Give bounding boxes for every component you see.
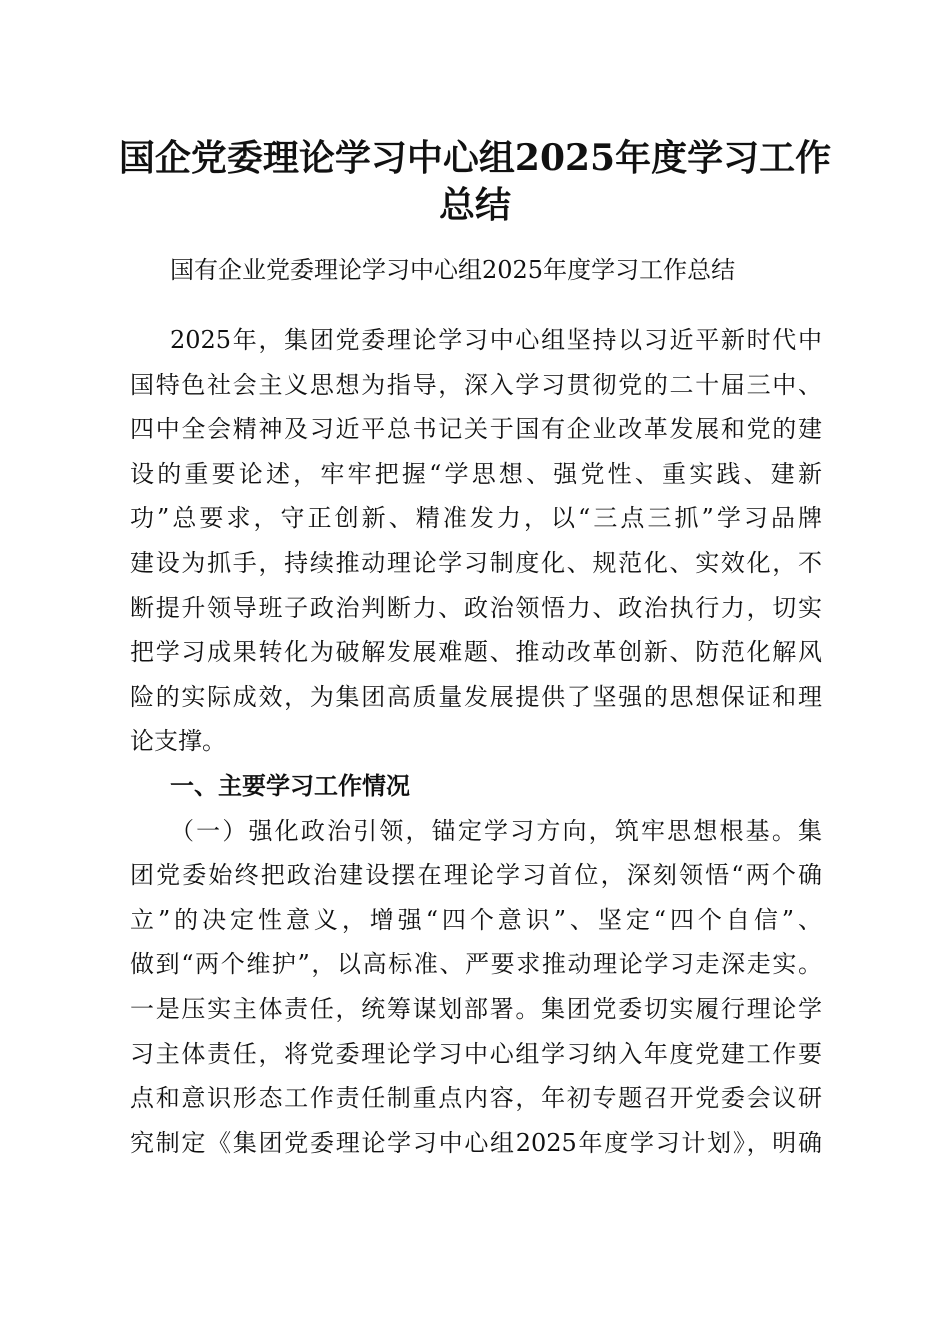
section-heading: 一、主要学习工作情况 xyxy=(170,771,410,800)
paragraph-line: 险的实际成效，为集团高质量发展提供了坚强的思想保证和理 xyxy=(130,682,822,711)
paragraph-line: 设的重要论述，牢牢把握“学思想、强党性、重实践、建新 xyxy=(130,459,822,488)
paragraph-line: 习主体责任，将党委理论学习中心组学习纳入年度党建工作要 xyxy=(130,1039,822,1068)
paragraph-line: 点和意识形态工作责任制重点内容，年初专题召开党委会议研 xyxy=(130,1084,822,1113)
document-subtitle: 国有企业党委理论学习中心组2025年度学习工作总结 xyxy=(170,256,736,284)
paragraph-line: 做到“两个维护”，以高标准、严要求推动理论学习走深走实。 xyxy=(130,950,822,979)
paragraph-line: 究制定《集团党委理论学习中心组2025年度学习计划》，明确 xyxy=(130,1128,822,1157)
paragraph-line: 2025年，集团党委理论学习中心组坚持以习近平新时代中 xyxy=(170,326,822,354)
paragraph-line: 四中全会精神及习近平总书记关于国有企业改革发展和党的建 xyxy=(130,415,822,444)
document-title-line-1: 国企党委理论学习中心组2025年度学习工作 xyxy=(118,137,832,179)
document-title-line-2: 总结 xyxy=(438,184,511,226)
paragraph-line: 立”的决定性意义，增强“四个意识”、坚定“四个自信”、 xyxy=(130,905,822,934)
paragraph-line: 一是压实主体责任，统筹谋划部署。集团党委切实履行理论学 xyxy=(130,995,822,1023)
paragraph-line: 国特色社会主义思想为指导，深入学习贯彻党的二十届三中、 xyxy=(130,370,822,399)
paragraph-line: 团党委始终把政治建设摆在理论学习首位，深刻领悟“两个确 xyxy=(130,861,822,890)
paragraph-line: 建设为抓手，持续推动理论学习制度化、规范化、实效化，不 xyxy=(130,549,822,577)
paragraph-line: 功”总要求，守正创新、精准发力，以“三点三抓”学习品牌 xyxy=(130,504,822,533)
paragraph-line: 把学习成果转化为破解发展难题、推动改革创新、防范化解风 xyxy=(130,638,822,667)
paragraph-line: （一）强化政治引领，锚定学习方向，筑牢思想根基。集 xyxy=(170,816,822,845)
paragraph-line: 论支撑。 xyxy=(130,727,226,756)
paragraph-line: 断提升领导班子政治判断力、政治领悟力、政治执行力，切实 xyxy=(130,593,822,622)
